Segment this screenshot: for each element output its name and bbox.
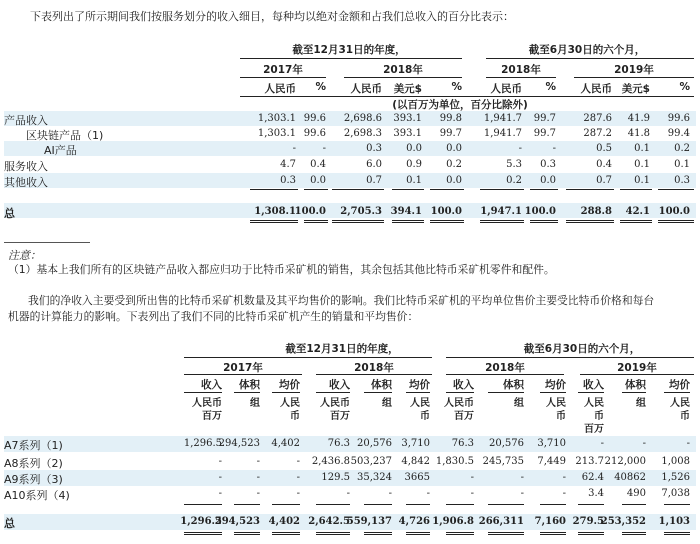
table-rule [486, 77, 556, 78]
table-rule [272, 392, 300, 393]
table-rule [240, 77, 326, 78]
table-rule [580, 374, 694, 375]
table-cell: 0.1 [406, 175, 422, 186]
table-cell: - [470, 472, 474, 483]
table-cell: 1,296.5 [183, 438, 222, 449]
table-cell: 0.1 [634, 175, 650, 186]
table-cell: 0.0 [446, 143, 462, 154]
unit-header: 人民币 百万 [444, 398, 474, 422]
table-cell: - [296, 488, 300, 499]
table-cell: 5.3 [506, 159, 522, 170]
table-rule [364, 504, 392, 505]
table-rule [316, 392, 350, 393]
total-cell: 2,705.3 [340, 206, 382, 217]
total-label: 总 [4, 207, 15, 220]
group-header: 截至12月31日的年度， [292, 44, 406, 56]
column-header: 均价 [409, 379, 430, 391]
table-cell: 7,449 [537, 456, 566, 467]
row-label: A7系列（1) [4, 439, 63, 452]
column-header: % [679, 81, 690, 93]
year-header: 2019年 [617, 362, 657, 374]
table-rule [620, 189, 652, 190]
column-header: 体积 [625, 379, 646, 391]
unit-header: 组 [250, 398, 260, 409]
table-rule [578, 504, 604, 505]
total-cell: 100.0 [658, 206, 690, 217]
year-header: 2019年 [614, 64, 654, 76]
table-cell: 3,710 [401, 438, 430, 449]
total-cell: 1,103 [658, 516, 690, 527]
table-cell: 2,436.8 [311, 456, 350, 467]
table-rule [184, 532, 222, 535]
table-rule [304, 220, 328, 223]
table-rule [364, 532, 392, 535]
row-label: 产品收入 [4, 114, 48, 127]
table-rule [332, 220, 384, 223]
table-rule [540, 504, 566, 505]
row-label: A10系列（4) [4, 489, 70, 502]
table-rule [234, 392, 260, 393]
table-rule [332, 189, 384, 190]
table-cell: - [518, 143, 522, 154]
table-rule [184, 392, 222, 393]
table-rule [622, 392, 646, 393]
table-cell: - [426, 488, 430, 499]
table-rule [622, 504, 646, 505]
table-cell: 41.9 [627, 113, 650, 124]
column-header: 收入 [583, 379, 604, 391]
unit-header: 人民 币 [546, 398, 566, 422]
table-cell: 99.7 [439, 128, 462, 139]
unit-header: 人民 币 [410, 398, 430, 422]
table-rule [578, 392, 604, 393]
table-cell: - [686, 438, 690, 449]
table-rule [250, 220, 298, 223]
table-cell: - [552, 143, 556, 154]
table-rule [540, 532, 566, 535]
unit-header: 组 [636, 398, 646, 409]
total-cell: 4,402 [268, 516, 300, 527]
table-rule [578, 532, 604, 535]
table-cell: 0.3 [540, 159, 556, 170]
total-cell: 100.0 [294, 206, 326, 217]
table-rule [430, 220, 464, 223]
notes-title: 注意： [8, 249, 41, 262]
year-header: 2018年 [383, 64, 423, 76]
table-rule [566, 220, 614, 223]
table-cell: 40862 [614, 472, 646, 483]
table-rule [488, 392, 524, 393]
table-rule [658, 220, 694, 223]
table-cell: 99.7 [533, 113, 556, 124]
table-rule [316, 504, 350, 505]
table-cell: 4,842 [401, 456, 430, 467]
table-rule [574, 77, 694, 78]
table-cell: - [520, 488, 524, 499]
table-cell: 3.4 [588, 488, 604, 499]
paragraph-line-1: 我们的净收入主要受到所出售的比特币采矿机数量及其平均售价的影响。我们比特币采矿机的平均单位售价主要受比特币价格和每台 [28, 294, 655, 307]
total-cell: 100.0 [524, 206, 556, 217]
table-rule [664, 392, 690, 393]
table-rule [406, 392, 430, 393]
total-cell: 1,947.1 [480, 206, 522, 217]
table-cell: - [520, 472, 524, 483]
table-rule [620, 220, 652, 223]
table-cell: 287.6 [583, 113, 612, 124]
table-rule [234, 532, 260, 535]
table-cell: 99.6 [303, 128, 326, 139]
column-header: % [545, 81, 556, 93]
total-cell: 253,352 [600, 516, 646, 527]
unit-header: 人民 币 [670, 398, 690, 422]
year-header: 2018年 [485, 362, 525, 374]
table-cell: 99.6 [667, 113, 690, 124]
table-rule [364, 392, 392, 393]
table-cell: 0.2 [506, 175, 522, 186]
total-cell: 1,906.8 [432, 516, 474, 527]
column-header: 人民币 [350, 83, 382, 95]
total-cell: 294,523 [214, 516, 260, 527]
total-cell: 559,137 [346, 516, 392, 527]
table-cell: 213.7 [575, 456, 604, 467]
unit-header: 人民币 百万 [192, 398, 222, 422]
column-header: % [315, 81, 326, 93]
table-cell: 129.5 [321, 472, 350, 483]
table-cell: 99.6 [303, 113, 326, 124]
column-header: 收入 [329, 379, 350, 391]
total-cell: 288.8 [580, 206, 612, 217]
table-cell: 62.4 [581, 472, 604, 483]
column-header: 均价 [545, 379, 566, 391]
table-cell: 2,698.6 [343, 113, 382, 124]
table-cell: 0.2 [446, 159, 462, 170]
column-header: 人民币 [264, 83, 296, 95]
column-header: 美元$ [393, 83, 422, 95]
table-rule [664, 504, 690, 505]
table-cell: 0.0 [406, 143, 422, 154]
table-cell: 0.5 [596, 143, 612, 154]
table-cell: 41.8 [627, 128, 650, 139]
table-cell: - [218, 456, 222, 467]
table-rule [446, 374, 564, 375]
column-header: 人民币 [490, 83, 522, 95]
table-cell: - [562, 488, 566, 499]
table-cell: - [388, 488, 392, 499]
table-cell: 4.7 [280, 159, 296, 170]
unit-header: 人民币 百万 [320, 398, 350, 422]
table-cell: 503,237 [350, 456, 392, 467]
column-header: 收入 [201, 379, 222, 391]
table-rule [250, 189, 298, 190]
table-cell: 0.3 [280, 175, 296, 186]
table-cell: 0.3 [674, 175, 690, 186]
row-label: 其他收入 [4, 176, 48, 189]
table-cell: 490 [626, 488, 646, 499]
table-cell: - [218, 488, 222, 499]
table-rule [240, 58, 462, 59]
table-cell: 6.0 [366, 159, 382, 170]
table-cell: 76.3 [451, 438, 474, 449]
unit-header: 组 [382, 398, 392, 409]
table-cell: 393.1 [393, 113, 422, 124]
table-cell: 287.2 [583, 128, 612, 139]
table-rule [344, 77, 462, 78]
table-cell: 0.7 [366, 175, 382, 186]
table-cell: - [562, 472, 566, 483]
row-label: 服务收入 [4, 160, 48, 173]
table-rule [446, 392, 474, 393]
table-cell: 1,303.1 [257, 128, 296, 139]
table-rule [446, 504, 474, 505]
table-cell: - [322, 143, 326, 154]
table-rule [446, 357, 694, 358]
table-cell: 0.4 [310, 159, 326, 170]
table-cell: 76.3 [327, 438, 350, 449]
unit-header: 人民 币 [280, 398, 300, 422]
table-cell: 2,698.3 [343, 128, 382, 139]
table-rule [480, 189, 524, 190]
unit-note: (以百万为单位，百分比除外) [392, 99, 528, 111]
table-cell: - [296, 472, 300, 483]
table-rule [392, 220, 424, 223]
table-cell: 99.8 [439, 113, 462, 124]
table-cell: 3665 [404, 472, 430, 483]
table-rule [566, 189, 614, 190]
table-cell: 245,735 [482, 456, 524, 467]
table-rule [316, 532, 350, 535]
table-rule [272, 532, 300, 535]
table-cell: 1,941.7 [483, 128, 522, 139]
table-cell: 20,576 [357, 438, 392, 449]
table-cell: 1,941.7 [483, 113, 522, 124]
total-cell: 7,160 [534, 516, 566, 527]
table-rule [430, 189, 464, 190]
table-rule [184, 357, 432, 358]
table-cell: 3,710 [537, 438, 566, 449]
table-cell: - [642, 438, 646, 449]
table-cell: 20,576 [489, 438, 524, 449]
table-cell: 1,830.5 [435, 456, 474, 467]
year-header: 2018年 [354, 362, 394, 374]
table-rule [316, 374, 432, 375]
unit-header: 人民 币 百万 [584, 398, 604, 435]
table-cell: 99.4 [667, 128, 690, 139]
table-cell: 393.1 [393, 128, 422, 139]
table-cell: 0.0 [446, 175, 462, 186]
table-cell: - [218, 472, 222, 483]
table-rule [488, 504, 524, 505]
paragraph-line-2: 机器的计算能力的影响。下表列出了我们不同的比特币采矿机产生的销量和平均售价： [8, 310, 419, 323]
table-rule [406, 532, 430, 535]
column-header: % [451, 81, 462, 93]
table-cell: 7,038 [661, 488, 690, 499]
row-label: 区块链产品（1) [26, 129, 104, 142]
table-rule [184, 504, 222, 505]
table-cell: 212,000 [604, 456, 646, 467]
table-cell: - [600, 438, 604, 449]
table-rule [446, 532, 474, 535]
table-cell: - [292, 143, 296, 154]
table-cell: - [296, 456, 300, 467]
year-header: 2017年 [263, 64, 303, 76]
total-cell: 42.1 [625, 206, 650, 217]
total-cell: 1,296.5 [180, 516, 222, 527]
table-cell: 0.0 [310, 175, 326, 186]
group-header: 截至6月30日的六个月， [523, 343, 641, 355]
table-cell: 1,008 [661, 456, 690, 467]
table-cell: 0.0 [540, 175, 556, 186]
table-cell: 294,523 [218, 438, 260, 449]
row-label: A9系列（3) [4, 473, 63, 486]
table-rule [304, 189, 328, 190]
column-header: 收入 [453, 379, 474, 391]
total-cell: 1,308.1 [254, 206, 296, 217]
table-cell: - [470, 488, 474, 499]
table-cell: 0.1 [634, 143, 650, 154]
table-cell: 0.2 [674, 143, 690, 154]
group-header: 截至12月31日的年度， [285, 343, 399, 355]
table-cell: 1,303.1 [257, 113, 296, 124]
total-cell: 266,311 [478, 516, 524, 527]
column-header: 美元$ [621, 83, 650, 95]
table-rule [392, 189, 424, 190]
table-rule [184, 374, 302, 375]
table-rule [530, 220, 558, 223]
column-header: 人民币 [580, 83, 612, 95]
total-cell: 2,642.5 [308, 516, 350, 527]
table-rule [540, 392, 566, 393]
table-rule [488, 532, 524, 535]
table-rule [486, 58, 694, 59]
table-cell: 0.9 [406, 159, 422, 170]
table-cell: - [256, 472, 260, 483]
total-cell: 394.1 [390, 206, 422, 217]
total-label: 总 [4, 517, 15, 530]
table-rule [234, 504, 260, 505]
table-cell: 99.7 [533, 128, 556, 139]
table-cell: 0.1 [674, 159, 690, 170]
table-cell: 0.3 [366, 143, 382, 154]
column-header: 体积 [371, 379, 392, 391]
footnote-1: （1）基本上我们所有的区块链产品收入都应归功于比特币采矿机的销售，其余包括其他比特币采矿机零件和配件。 [8, 263, 555, 276]
total-cell: 4,726 [398, 516, 430, 527]
total-cell: 100.0 [430, 206, 462, 217]
unit-header: 组 [514, 398, 524, 409]
table-rule [664, 532, 690, 535]
table-cell: 35,324 [357, 472, 392, 483]
table-cell: - [256, 488, 260, 499]
column-header: 均价 [669, 379, 690, 391]
table-cell: - [346, 488, 350, 499]
table-rule [530, 189, 558, 190]
table-rule [480, 220, 524, 223]
table-cell: 4,402 [271, 438, 300, 449]
table-rule [272, 504, 300, 505]
year-header: 2017年 [223, 362, 263, 374]
intro-text: 下表列出了所示期间我们按服务划分的收入细目，每种均以绝对金额和占我们总收入的百分比表示： [30, 10, 514, 23]
table-rule [406, 504, 430, 505]
row-label: A8系列（2) [4, 457, 63, 470]
table-cell: 0.1 [634, 159, 650, 170]
table-cell: 0.7 [596, 175, 612, 186]
column-header: 体积 [503, 379, 524, 391]
table-cell: 0.4 [596, 159, 612, 170]
column-header: 体积 [239, 379, 260, 391]
table-rule [658, 189, 694, 190]
total-cell: 279.5 [572, 516, 604, 527]
table-cell: - [256, 456, 260, 467]
row-label: AI产品 [44, 144, 77, 157]
table-cell: 1,526 [661, 472, 690, 483]
column-header: 均价 [279, 379, 300, 391]
year-header: 2018年 [501, 64, 541, 76]
table-rule [622, 532, 646, 535]
group-header: 截至6月30日的六个月， [528, 44, 646, 56]
